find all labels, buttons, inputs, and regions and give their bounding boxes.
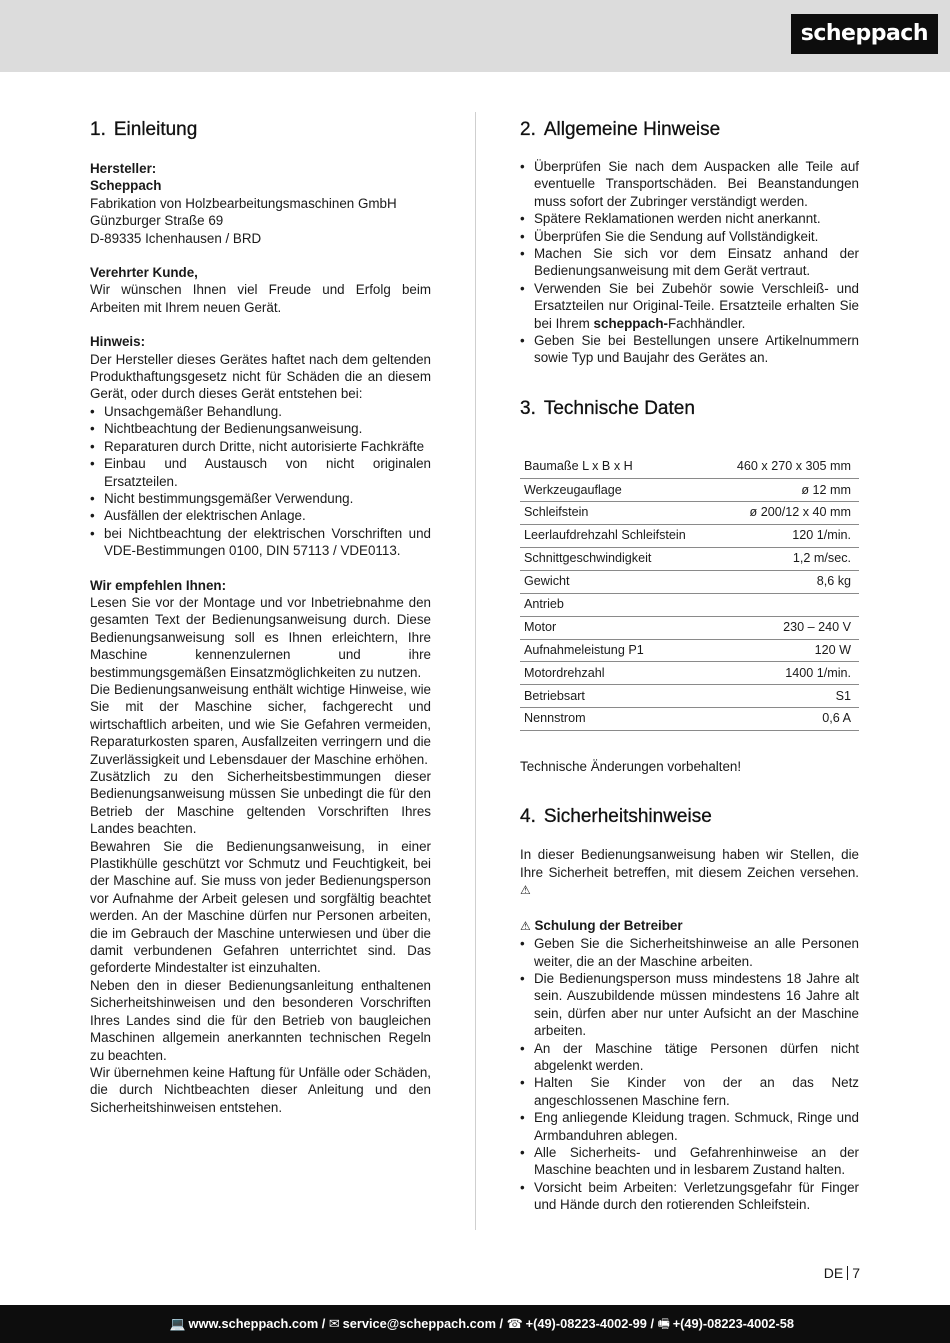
- table-row: [520, 593, 859, 616]
- manufacturer-block: [90, 160, 431, 247]
- spec-label: Schnittgeschwindigkeit: [524, 551, 652, 566]
- table-row: [520, 685, 859, 708]
- section-3-heading: [520, 397, 859, 421]
- list-item: • Überprüfen Sie nach dem Auspacken alle Teile auf eventuelle Transportschäden. Bei Beanstandungen muss sofort der Zubringer verständigt werden.: [520, 158, 859, 210]
- page-num: 7: [852, 1265, 860, 1281]
- list-item: • Machen Sie sich vor dem Einsatz anhand der Bedienungsanweisung mit dem Gerät vertraut.: [520, 245, 859, 280]
- table-row: [520, 639, 859, 662]
- technical-data-table: [520, 456, 859, 731]
- list-item-text: Verwenden Sie bei Zubehör sowie Verschleiß- und Ersatzteilen nur Original-Teile. Ersatzteile erhalten Sie bei Ihrem: [534, 280, 859, 331]
- list-item: [520, 280, 859, 332]
- section-1-heading: [90, 118, 431, 142]
- spec-value: ø 12 mm: [801, 482, 851, 497]
- customer-text: Wir wünschen Ihnen viel Freude und Erfolg beim Arbeiten mit Ihrem neuen Gerät.: [90, 282, 431, 315]
- list-item: • Geben Sie bei Bestellungen unsere Artikelnummern sowie Typ und Baujahr des Gerätes an.: [520, 332, 859, 367]
- note-text: Der Hersteller dieses Gerätes haftet nach dem geltenden Produkthaftungsgesetz nicht für Schäden die an diesem Gerät, oder durch dieses Gerät entstehen bei:: [90, 351, 431, 402]
- spec-value: 8,6 kg: [816, 574, 851, 589]
- section-number: 4.: [520, 806, 536, 828]
- warning-icon: ⚠: [520, 883, 531, 898]
- manufacturer-line: Günzburger Straße 69: [90, 213, 224, 229]
- list-item: • Halten Sie Kinder von der an das Netz angeschlossenen Maschine fern.: [520, 1074, 859, 1109]
- spec-value: 230 – 240 V: [783, 619, 851, 634]
- list-item: • Vorsicht beim Arbeiten: Verletzungsgefahr für Finger und Hände durch den rotierenden Schleifstein.: [520, 1179, 859, 1214]
- email-link[interactable]: service@scheppach.com: [342, 1316, 496, 1331]
- spec-label: Nennstrom: [524, 711, 586, 726]
- spec-value: [714, 593, 859, 616]
- manufacturer-name: Scheppach: [90, 178, 162, 194]
- section-title: Technische Daten: [543, 397, 695, 419]
- list-item: • Einbau und Austausch von nicht originalen Ersatzteilen.: [90, 455, 431, 490]
- table-row: [520, 525, 859, 548]
- header-bar: [0, 0, 950, 72]
- spec-value: 1400 1/min.: [785, 665, 851, 680]
- spec-value: 1,2 m/sec.: [792, 551, 851, 566]
- training-heading-text: Schulung der Betreiber: [534, 917, 683, 933]
- footer-separator: /: [499, 1316, 504, 1331]
- spec-value: 120 W: [814, 642, 851, 657]
- phone-number: +(49)-08223-4002-99: [525, 1316, 647, 1331]
- safety-intro: [520, 846, 859, 899]
- list-item: • Eng anliegende Kleidung tragen. Schmuck, Ringe und Armbanduhren ablegen.: [520, 1109, 859, 1144]
- fax-icon: 🖷: [657, 1316, 670, 1331]
- list-item: • Geben Sie die Sicherheitshinweise an alle Personen weiter, die an der Maschine arbeiten.: [520, 935, 859, 970]
- paragraph: Neben den in dieser Bedienungsanleitung enthaltenen Sicherheitshinweisen und den besonderen Vorschriften Ihres Landes sind die für den Betrieb von baugleichen Maschinen allgemein anerkannten technischen Regeln zu beachten.: [90, 977, 431, 1063]
- table-row: [520, 570, 859, 593]
- spec-label: Aufnahmeleistung P1: [524, 642, 644, 657]
- footer-separator: /: [321, 1316, 326, 1331]
- list-item: • bei Nichtbeachtung der elektrischen Vorschriften und VDE-Bestimmungen 0100, DIN 57113 / VDE0113.: [90, 525, 431, 560]
- paragraph: Zusätzlich zu den Sicherheitsbestimmungen dieser Bedienungsanweisung müssen Sie unbedingt die für den Betrieb der Maschine geltenden Vorschriften Ihres Landes beachten.: [90, 769, 431, 837]
- list-item: • Reparaturen durch Dritte, nicht autorisierte Fachkräfte: [90, 438, 431, 455]
- website-link[interactable]: www.scheppach.com: [188, 1316, 319, 1331]
- spec-value: ø 200/12 x 40 mm: [749, 505, 851, 520]
- computer-icon: 💻: [169, 1316, 186, 1331]
- paragraph: Die Bedienungsanweisung enthält wichtige Hinweise, wie Sie mit der Maschine sicher, fachgerecht und wirtschaftlich arbeiten, und wie Sie Gefahren vermeiden, Reparaturkosten sparen, Ausfallzeiten verringern und die Zuverlässigkeit und Lebensdauer der Maschine erhöhen.: [90, 681, 431, 767]
- phone-icon: ☎: [506, 1316, 523, 1331]
- footer-separator: /: [650, 1316, 655, 1331]
- note-label: Hinweis:: [90, 334, 146, 350]
- spec-label: Betriebsart: [524, 688, 585, 703]
- spec-label: Motordrehzahl: [524, 665, 605, 680]
- paragraph: Bewahren Sie die Bedienungsanweisung, in einer Plastikhülle geschützt vor Schmutz und Feuchtigkeit, bei der Maschine auf. Sie muss von jeder Bedienungsperson vor Aufnahme der Arbeit gelesen und sorgfältig beachtet werden. An der Maschine dürfen nur Personen arbeiten, die im Gebrauch der Maschine unterwiesen und über die damit verbundenen Gefahren unterrichtet sind. Das geforderte Mindestalter ist einzuhalten.: [90, 838, 431, 976]
- table-row: [520, 662, 859, 685]
- table-row: [520, 708, 859, 731]
- note-block: [90, 333, 431, 559]
- table-row: [520, 502, 859, 525]
- section-4-heading: [520, 805, 859, 829]
- list-item: • Nichtbeachtung der Bedienungsanweisung.: [90, 420, 431, 437]
- spec-value: S1: [835, 688, 851, 703]
- list-item: • An der Maschine tätige Personen dürfen nicht abgelenkt werden.: [520, 1040, 859, 1075]
- list-item-text: Fachhändler.: [667, 315, 746, 331]
- list-item: • Spätere Reklamationen werden nicht anerkannt.: [520, 210, 859, 227]
- manufacturer-label: Hersteller:: [90, 161, 157, 176]
- manufacturer-line: D-89335 Ichenhausen / BRD: [90, 230, 262, 246]
- paragraph: Lesen Sie vor der Montage und vor Inbetriebnahme den gesamten Text der Bedienungsanweisung durch. Diese Bedienungsanweisung soll es Ihnen erleichtern, Ihre Maschine kennenzulernen und ihre bestimmungsgemäßen Einsatzmöglichkeiten zu nutzen.: [90, 594, 431, 680]
- list-item: • Ausfällen der elektrischen Anlage.: [90, 507, 431, 524]
- training-list: [520, 935, 859, 1214]
- customer-block: [90, 264, 431, 316]
- section-title: Allgemeine Hinweise: [543, 119, 721, 140]
- footer-bar: [0, 1305, 950, 1343]
- fax-number: +(49)-08223-4002-58: [672, 1316, 794, 1331]
- paragraph: Wir übernehmen keine Haftung für Unfälle oder Schäden, die durch Nichtbeachten dieser Anleitung und den Sicherheitshinweisen entstehen.: [90, 1064, 431, 1115]
- manufacturer-line: Fabrikation von Holzbearbeitungsmaschinen GmbH: [90, 195, 397, 211]
- table-row: [520, 616, 859, 639]
- column-divider: [475, 112, 476, 1230]
- section-2-heading: [520, 118, 859, 142]
- section-title: Einleitung: [113, 119, 198, 140]
- list-item: • Unsachgemäßer Behandlung.: [90, 403, 431, 420]
- spec-value: 120 1/min.: [792, 528, 851, 543]
- safety-intro-text: In dieser Bedienungsanweisung haben wir Stellen, die Ihre Sicherheit betreffen, mit diesem Zeichen versehen.: [520, 847, 859, 880]
- spec-label: Motor: [524, 619, 557, 634]
- training-heading: [520, 917, 859, 935]
- spec-value: 0,6 A: [822, 711, 851, 726]
- list-item: • Nicht bestimmungsgemäßer Verwendung.: [90, 490, 431, 507]
- customer-label: Verehrter Kunde,: [90, 265, 198, 281]
- warning-icon: ⚠: [520, 918, 531, 933]
- table-row: [520, 479, 859, 502]
- liability-list: [90, 403, 431, 560]
- left-column: [90, 118, 431, 1116]
- list-item: • Die Bedienungsperson muss mindestens 18 Jahre alt sein. Auszubildende müssen mindestens 16 Jahre alt sein, dürfen aber nur unter Aufsicht an der Maschine arbeiten.: [520, 970, 859, 1040]
- recommend-block: [90, 577, 431, 1117]
- table-row: [520, 547, 859, 570]
- spec-label: Baumaße L x B x H: [524, 459, 633, 474]
- section-number: 1.: [90, 119, 106, 140]
- section-number: 2.: [520, 119, 536, 140]
- brand-name: scheppach-: [593, 315, 668, 331]
- general-notes-list: [520, 158, 859, 367]
- spec-label: Leerlaufdrehzahl Schleifstein: [524, 528, 686, 543]
- section-number: 3.: [520, 397, 536, 419]
- list-item: • Alle Sicherheits- und Gefahrenhinweise an der Maschine beachten und in lesbarem Zustand halten.: [520, 1144, 859, 1179]
- list-item: • Überprüfen Sie die Sendung auf Vollständigkeit.: [520, 228, 859, 245]
- spec-label: Gewicht: [524, 574, 570, 589]
- spec-label: Schleifstein: [524, 505, 589, 520]
- spec-value: 460 x 270 x 305 mm: [736, 459, 851, 474]
- technical-note: Technische Änderungen vorbehalten!: [520, 759, 742, 775]
- page-separator: [847, 1266, 848, 1280]
- table-row: [520, 456, 859, 479]
- spec-label: Werkzeugauflage: [524, 482, 622, 497]
- brand-logo: scheppach: [791, 14, 938, 54]
- spec-label: Antrieb: [524, 596, 564, 611]
- page-number: [824, 1265, 860, 1282]
- section-title: Sicherheitshinweise: [543, 806, 712, 828]
- right-column: [520, 118, 859, 1214]
- page-lang: DE: [823, 1265, 844, 1281]
- mail-icon: ✉: [328, 1316, 340, 1331]
- recommend-label: Wir empfehlen Ihnen:: [90, 577, 227, 593]
